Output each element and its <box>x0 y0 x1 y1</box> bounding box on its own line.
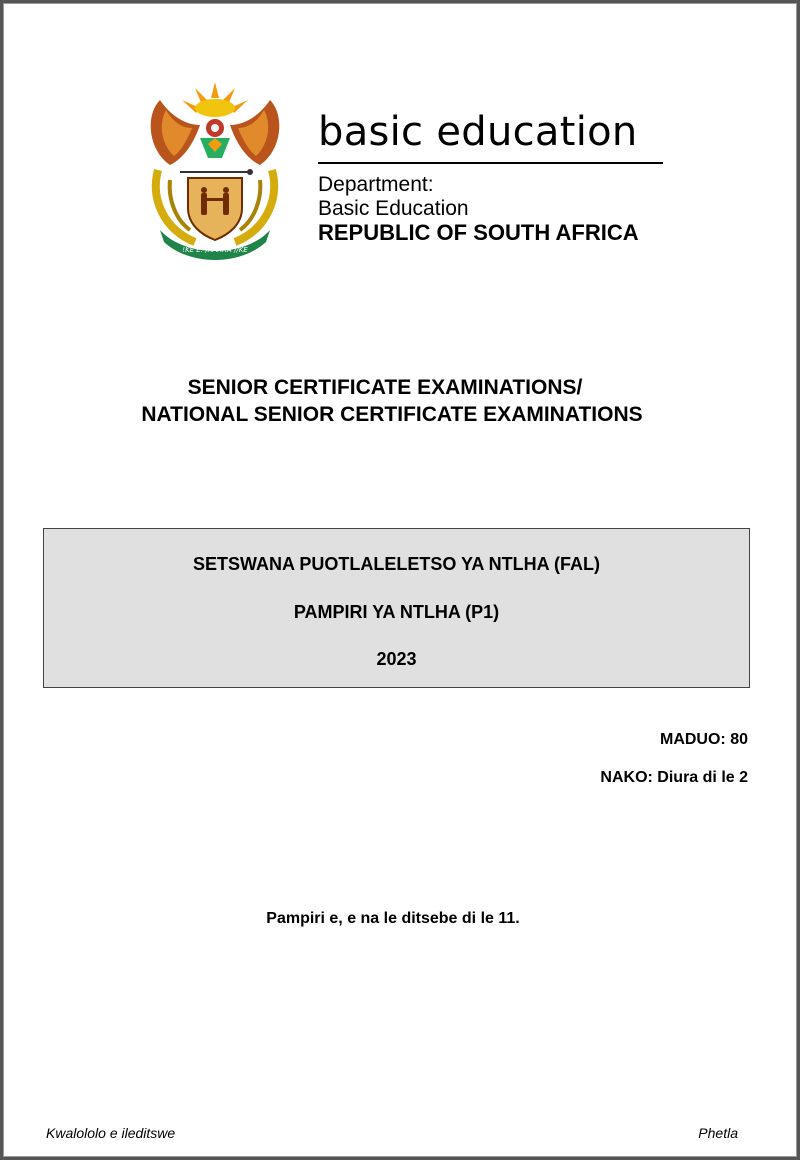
total-marks: MADUO: 80 <box>659 731 748 748</box>
brand-title: basic education <box>318 109 638 155</box>
exam-heading-line2: NATIONAL SENIOR CERTIFICATE EXAMINATIONS <box>141 403 643 426</box>
exam-year: 2023 <box>376 649 417 669</box>
subject-name: SETSWANA PUOTLALELETSO YA NTLHA (FAL) <box>192 554 600 574</box>
exam-heading-line1: SENIOR CERTIFICATE EXAMINATIONS/ <box>187 376 583 399</box>
coat-of-arms-logo <box>140 80 290 260</box>
footer-turn-over: Phetla <box>698 1125 738 1141</box>
country-name: REPUBLIC OF SOUTH AFRICA <box>318 220 639 245</box>
department-name: Basic Education <box>318 197 469 220</box>
paper-number: PAMPIRI YA NTLHA (P1) <box>293 602 500 622</box>
footer-copyright: Kwalololo e ileditswe <box>46 1125 176 1141</box>
brand-divider <box>318 162 663 164</box>
department-label: Department: <box>318 173 434 196</box>
motto-text: !KE E: /XARRA //KE <box>182 246 248 254</box>
page-count-note: Pampiri e, e na le ditsebe di le 11. <box>266 910 520 927</box>
subject-box <box>43 528 750 688</box>
exam-duration: NAKO: Diura di le 2 <box>600 769 748 786</box>
